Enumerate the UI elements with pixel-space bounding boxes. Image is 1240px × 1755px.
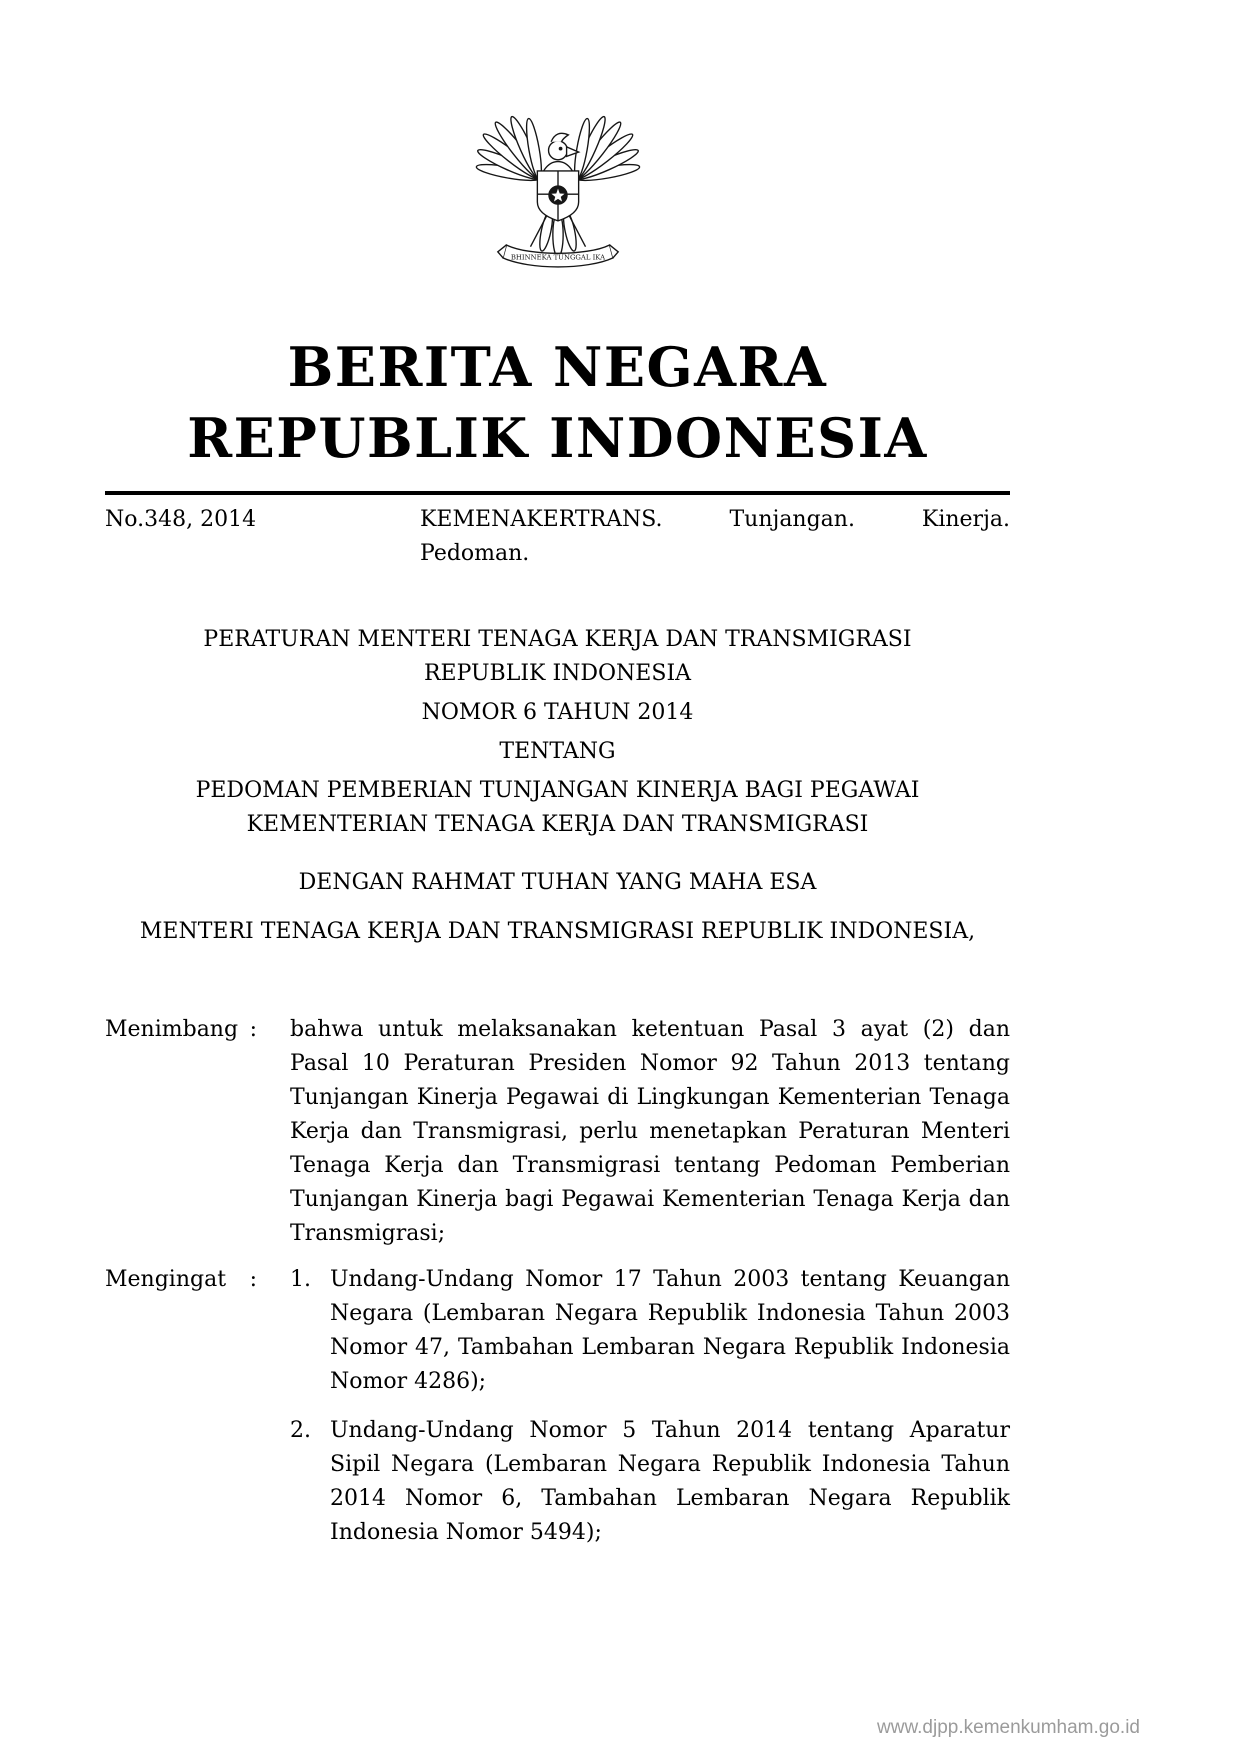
subject-keyword: Kinerja.: [921, 506, 1010, 532]
title-line: REPUBLIK INDONESIA: [423, 660, 692, 686]
regulation-title-block: [105, 623, 1010, 949]
clause-mengingat: [105, 1263, 1010, 1550]
masthead-title-line1: BERITA NEGARA: [287, 335, 828, 400]
title-line: KEMENTERIAN TENAGA KERJA DAN TRANSMIGRASI: [246, 811, 869, 837]
masthead-title-line2: REPUBLIK INDONESIA: [187, 406, 928, 471]
title-line: TENTANG: [499, 738, 616, 764]
clause-label-colon: :: [249, 1016, 257, 1042]
title-line: DENGAN RAHMAT TUHAN YANG MAHA ESA: [298, 869, 817, 895]
clause-label-word: Menimbang: [105, 1016, 239, 1042]
list-item-text: Undang-Undang Nomor 17 Tahun 2003 tentang Keuangan Negara (Lembaran Negara Republik Indonesia Tahun 2003 Nomor 47, Tambahan Lembaran Negara Republik Indonesia Nomor 4286);: [330, 1266, 1010, 1394]
garuda-pancasila-emblem: [472, 85, 644, 274]
clause-label-word: Mengingat: [105, 1266, 227, 1292]
list-item-number: 2.: [290, 1417, 311, 1443]
emblem-motto: BHINNEKA TUNGGAL IKA: [510, 253, 605, 262]
clause-text: bahwa untuk melaksanakan ketentuan Pasal 3 ayat (2) dan Pasal 10 Peraturan Presiden Nomor 92 Tahun 2013 tentang Tunjangan Kinerja Pegawai di Lingkungan Kementerian Tenaga Kerja dan Transmigrasi, perlu menetapkan Peraturan Menteri Tenaga Kerja dan Transmigrasi tentang Pedoman Pemberian Tunjangan Kinerja bagi Pegawai Kementerian Tenaga Kerja dan Transmigrasi;: [290, 1016, 1010, 1246]
list-item: [290, 1263, 1010, 1399]
masthead-title: [105, 332, 1010, 475]
subject-keyword: Tunjangan.: [729, 506, 855, 532]
garuda-pancasila-icon: [472, 85, 644, 274]
clause-label-colon: :: [249, 1266, 257, 1292]
issue-row: [105, 503, 1010, 571]
title-line: PERATURAN MENTERI TENAGA KERJA DAN TRANSMIGRASI: [203, 626, 912, 652]
title-line: PEDOMAN PEMBERIAN TUNJANGAN KINERJA BAGI PEGAWAI: [195, 777, 920, 803]
list-item-number: 1.: [290, 1266, 311, 1292]
footer-url: www.djpp.kemenkumham.go.id: [877, 1717, 1140, 1738]
subject-keywords-line2: Pedoman.: [420, 540, 530, 566]
subject-keyword: KEMENAKERTRANS.: [420, 506, 663, 532]
title-line: MENTERI TENAGA KERJA DAN TRANSMIGRASI REPUBLIK INDONESIA,: [139, 918, 976, 944]
clause-menimbang: [105, 1013, 1010, 1251]
document-page: [105, 0, 1010, 1550]
clause-label: [105, 1013, 257, 1251]
issue-number: No.348, 2014: [105, 506, 257, 532]
list-item: [290, 1414, 1010, 1550]
subject-keywords-line1: [420, 503, 1010, 537]
title-line: NOMOR 6 TAHUN 2014: [421, 699, 694, 725]
list-item-text: Undang-Undang Nomor 5 Tahun 2014 tentang Aparatur Sipil Negara (Lembaran Negara Republik Indonesia Tahun 2014 Nomor 6, Tambahan Lembaran Negara Republik Indonesia Nomor 5494);: [330, 1417, 1010, 1545]
subject-keywords: [420, 503, 1010, 571]
legal-basis-list: [290, 1263, 1010, 1550]
clause-label: [105, 1263, 257, 1550]
masthead-divider-rule: [105, 491, 1010, 495]
